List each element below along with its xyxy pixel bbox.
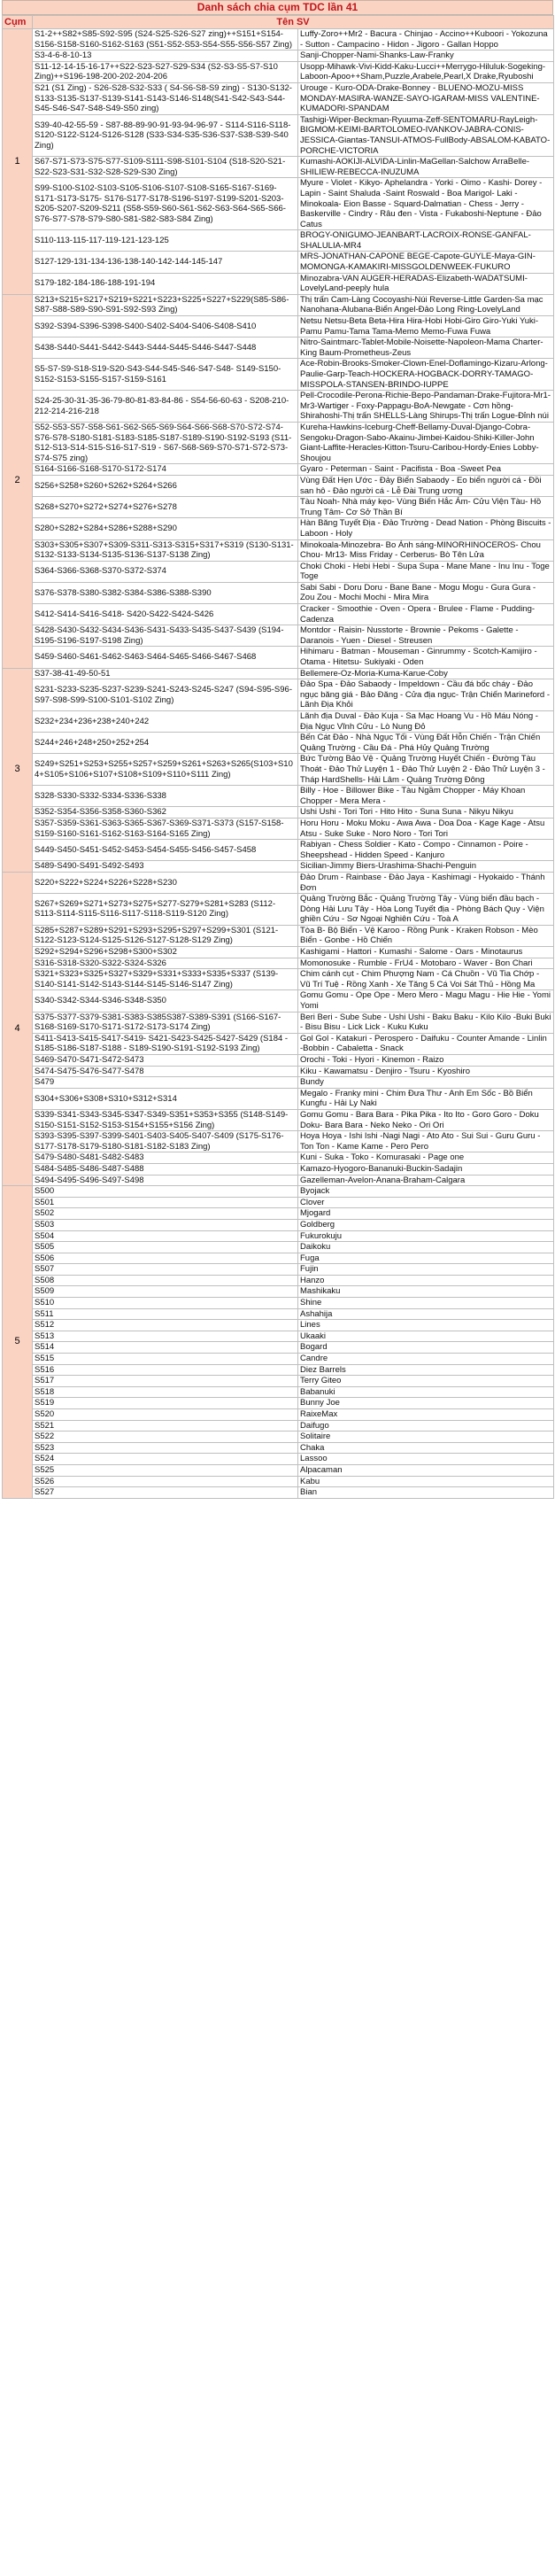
cluster-number-cell: 2 [3, 294, 33, 668]
member-codes-cell: S514 [33, 1342, 298, 1354]
member-names-cell: Alpacaman [298, 1464, 554, 1476]
member-codes-cell: S37-38-41-49-50-51 [33, 668, 298, 679]
table-row [3, 29, 554, 50]
member-codes-cell: S520 [33, 1409, 298, 1421]
table-row [3, 1442, 554, 1454]
cluster-number-cell: 1 [3, 29, 33, 295]
member-names-cell: Mashikaku [298, 1286, 554, 1298]
member-codes-cell: S526 [33, 1476, 298, 1487]
table-row [3, 647, 554, 668]
table-row [3, 754, 554, 786]
member-codes-cell: S484-S485-S486-S487-S488 [33, 1163, 298, 1175]
member-codes-cell: S503 [33, 1219, 298, 1230]
member-names-cell: Kumashi-AOKIJI-ALVIDA-Linlin-MaGellan-Salchow ArraBelle-SHILIEW-REBECCA-INUZUMA [298, 157, 554, 178]
member-names-cell: Usopp-Mihawk-Vivi-Kidd-Kaku-Lucci++Merrygo-Hiluluk-Sogeking-Laboon-Apoo++Sham,Puzzle,Arabele,Pearl,X Drake,Ryuboshi [298, 61, 554, 82]
table-row [3, 861, 554, 873]
table-row [3, 475, 554, 496]
member-names-cell: Lassoo [298, 1454, 554, 1465]
table-row [3, 1131, 554, 1152]
member-names-cell: Kuni - Suka - Toko - Komurasaki - Page one [298, 1152, 554, 1164]
member-names-cell: Fujin [298, 1264, 554, 1276]
table-row [3, 61, 554, 82]
member-codes-cell: S502 [33, 1208, 298, 1220]
table-row [3, 1354, 554, 1365]
member-names-cell: Bunny Joe [298, 1398, 554, 1409]
table-row [3, 786, 554, 807]
table-row [3, 1109, 554, 1130]
table-row [3, 625, 554, 647]
cluster-number-cell: 3 [3, 668, 33, 872]
member-codes-cell: S517 [33, 1376, 298, 1387]
member-names-cell: Kureha-Hawkins-Iceburg-Cheff-Bellamy-Duval-Django-Cobra-Sengoku-Dragon-Sabo-Akainu-Jimbei-Kaidou-Shiki-Killer-John Giant-Laffite-Heracles-Kitton-Tsuru-Caribou-Hordy-Enies Lobby-Shoujou [298, 422, 554, 463]
member-names-cell: MRS-JONATHAN-CAPONE BEGE-Capote-GUYLE-Maya-GIN-MOMONGA-KAMAKIRI-MISSGOLDENWEEK-FUKURO [298, 252, 554, 273]
member-names-cell: Nitro-Saintmarc-Tablet-Mobile-Noisette-Napoleon-Mama Charter-King Baum-Prometheus-Zeus [298, 338, 554, 359]
table-row [3, 1454, 554, 1465]
table-row [3, 990, 554, 1012]
member-codes-cell: S412-S414-S416-S418- S420-S422-S424-S426 [33, 604, 298, 625]
member-codes-cell: S280+S282+S284+S286+S288+S290 [33, 518, 298, 539]
table-row [3, 422, 554, 463]
member-names-cell: Diez Barrels [298, 1364, 554, 1376]
spreadsheet [2, 0, 553, 1499]
table-row [3, 1077, 554, 1089]
member-names-cell: Pell-Crocodile-Perona-Richie-Bepo-Pandaman-Drake-Fujitora-Mr1-Mr3-Wartiger - Foxy-Pappagu-BoA-Newgate - Cơn hồng-Shirahoshi-Thị trấn SHELLS-Làng Shirups-Thị trấn Logue-Đỉnh núi [298, 391, 554, 423]
table-row [3, 230, 554, 252]
member-names-cell: Tòa B- Bộ Biển - Vệ Karoo - Rồng Punk - Kraken Robson - Mèo Biển - Gonbe - Hồ Chiến [298, 925, 554, 946]
table-row [3, 1242, 554, 1253]
member-codes-cell: S512 [33, 1320, 298, 1331]
table-row [3, 1219, 554, 1230]
table-row [3, 969, 554, 990]
member-codes-cell: S213+S215+S217+S219+S221+S223+S225+S227+S229(S85-S86-S87-S88-S89-S90-S91-S92-S93 Zing) [33, 294, 298, 315]
table-row [3, 316, 554, 338]
member-codes-cell: S52-S53-S57-S58-S61-S62-S65-S69-S64-S66-S68-S70-S72-S74-S76-S78-S180-S181-S183-S185-S187-S189-S190-S192-S193 (S11-S12-S13-S14-S15-S16-S17-S19 - S67-S68-S69-S70-S71-S72-S73-S74-S75 zing) [33, 422, 298, 463]
table-row [3, 338, 554, 359]
member-codes-cell: S506 [33, 1253, 298, 1264]
member-codes-cell: S489-S490-S491-S492-S493 [33, 861, 298, 873]
member-codes-cell: S474-S475-S476-S477-S478 [33, 1066, 298, 1077]
member-codes-cell: S509 [33, 1286, 298, 1298]
table-row [3, 1253, 554, 1264]
member-codes-cell: S285+S287+S289+S291+S293+S295+S297+S299+S301 (S121-S122-S123-S124-S125-S126-S127-S128-S129 Zing) [33, 925, 298, 946]
table-row [3, 273, 554, 294]
member-names-cell: BROGY-ONIGUMO-JEANBART-LACROIX-RONSE-GANFAL-SHALULIA-MR4 [298, 230, 554, 252]
member-names-cell: Sanji-Chopper-Nami-Shanks-Law-Franky [298, 50, 554, 62]
table-row [3, 872, 554, 893]
member-codes-cell: S521 [33, 1420, 298, 1432]
table-row [3, 294, 554, 315]
table-row [3, 464, 554, 476]
member-codes-cell: S249+S251+S253+S255+S257+S259+S261+S263+S265(S103+S104+S105+S106+S107+S108+S109+S110+S111 Zing) [33, 754, 298, 786]
column-header-ten-sv: Tên SV [33, 16, 554, 29]
member-names-cell: Kamazo-Hyogoro-Bananuki-Buckin-Sadajin [298, 1163, 554, 1175]
member-names-cell: Montdor - Raisin- Nusstorte - Brownie - Pekoms - Galette - Daranois - Yuen - Diesel - Streusen [298, 625, 554, 647]
table-row [3, 582, 554, 603]
member-codes-cell: S110-113-115-117-119-121-123-125 [33, 230, 298, 252]
member-codes-cell: S519 [33, 1398, 298, 1409]
member-names-cell: Gol Gol - Katakuri - Perospero - Daifuku - Counter Amande - Linlin -Bobbin - Cabaletta - Snack [298, 1033, 554, 1054]
member-names-cell: Đảo Drum - Rainbase - Đảo Jaya - Kashimagi - Hyokaido - Thánh Đơn [298, 872, 554, 893]
member-codes-cell: S67-S71-S73-S75-S77-S109-S111-S98-S101-S104 (S18-S20-S21-S22-S23-S31-S32-S28-S29-S30 Zing) [33, 157, 298, 178]
member-names-cell: Ace-Robin-Brooks-Smoker-Clown-Enel-Doflamingo-Kizaru-Arlong-Paulie-Garp-Teach-HOCKERA-HOGBACK-DORRY-TAMAGO-MISSPOLA-STANSEN-BRINDO-IUPPE [298, 359, 554, 391]
table-row [3, 157, 554, 178]
member-codes-cell: S231-S233-S235-S237-S239-S241-S243-S245-S247 (S94-S95-S96-S97-S98-S99-S100-S101-S102 Zing) [33, 679, 298, 711]
table-row [3, 1012, 554, 1033]
member-codes-cell: S449-S450-S451-S452-S453-S454-S455-S456-S457-S458 [33, 840, 298, 861]
table-row [3, 1398, 554, 1409]
member-codes-cell: S494-S495-S496-S497-S498 [33, 1175, 298, 1186]
table-row [3, 807, 554, 819]
sheet-title: Danh sách chia cụm TDC lần 41 [2, 0, 553, 15]
member-names-cell: Gomu Gomu - Ope Ope - Mero Mero - Magu Magu - Hie Hie - Yomi Yomi [298, 990, 554, 1012]
table-row [3, 1275, 554, 1286]
member-names-cell: Daikoku [298, 1242, 554, 1253]
table-body [3, 29, 554, 1499]
member-names-cell: Hoya Hoya - Ishi Ishi -Nagi Nagi - Ato Ato - Sui Sui - Guru Guru -Ton Ton - Kame Kame - Pero Pero [298, 1131, 554, 1152]
table-row [3, 1208, 554, 1220]
member-codes-cell: S508 [33, 1275, 298, 1286]
member-names-cell: Minokoala-Minozebra- Bo Ánh sáng-MINORHINOCEROS- Chou Chou- Mr13- Miss Friday - Cerberus- Bò Tên Lửa [298, 539, 554, 561]
member-names-cell: Lãnh địa Duval - Đảo Kuja - Sa Mạc Hoang Vu - Hồ Máu Nóng - Địa Ngục Vĩnh Cửu - Lò Nung Đỏ [298, 711, 554, 733]
member-codes-cell: S268+S270+S272+S274+S276+S278 [33, 497, 298, 518]
member-codes-cell: S411-S413-S415-S417-S419- S421-S423-S425-S427-S429 (S184 -S185-S186-S187-S188 - S189-S190-S191-S192-S193 Zing) [33, 1033, 298, 1054]
table-row [3, 1088, 554, 1109]
table-row [3, 114, 554, 156]
member-names-cell: Tashigi-Wiper-Beckman-Ryuuma-Zeff-SENTOMARU-RayLeigh-BIGMOM-KEIMI-BARTOLOMEO-IVANKOV-JABRA-CONIS-JESSICA-Giantas-TANSUI-ATMOS-FullBody-ABSALOM-KABATO-PORCHE-VICTORIA [298, 114, 554, 156]
table-row [3, 1066, 554, 1077]
member-names-cell: Clover [298, 1197, 554, 1208]
member-names-cell: Candre [298, 1354, 554, 1365]
table-row [3, 947, 554, 958]
member-names-cell: Urouge - Kuro-ODA-Drake-Bonney - BLUENO-MOZU-MISS MONDAY-MASIRA-WANZE-SAYO-IGARAM-MISS VALENTINE-KUMADORI-SPANDAM [298, 82, 554, 114]
member-names-cell: Horu Horu - Moku Moku - Awa Awa - Doa Doa - Kage Kage - Atsu Atsu - Suke Suke - Noro Noro - Tori Tori [298, 818, 554, 839]
member-names-cell: Ukaaki [298, 1331, 554, 1342]
member-names-cell: Hihimaru - Batman - Mouseman - Ginrummy - Scotch-Kamijiro - Otama - Hitetsu- Sukiyaki - Oden [298, 647, 554, 668]
table-row [3, 1286, 554, 1298]
table-row [3, 679, 554, 711]
member-codes-cell: S352-S354-S356-S358-S360-S362 [33, 807, 298, 819]
cluster-number-cell: 5 [3, 1186, 33, 1499]
member-codes-cell: S256+S258+S260+S262+S264+S266 [33, 475, 298, 496]
table-row [3, 1320, 554, 1331]
member-names-cell: Fukurokuju [298, 1230, 554, 1242]
member-names-cell: Ushi Ushi - Tori Tori - Hito Hito - Suna Suna - Nikyu Nikyu [298, 807, 554, 819]
member-codes-cell: S376-S378-S380-S382-S384-S386-S388-S390 [33, 582, 298, 603]
member-names-cell: Rabiyan - Chess Soldier - Kato - Compo - Cinnamon - Poire - Sheepshead - Hidden Speed - Kanjuro [298, 840, 554, 861]
member-codes-cell: S524 [33, 1454, 298, 1465]
table-row [3, 1364, 554, 1376]
table-row [3, 1376, 554, 1387]
member-codes-cell: S392-S394-S396-S398-S400-S402-S404-S406-S408-S410 [33, 316, 298, 338]
table-row [3, 1163, 554, 1175]
member-names-cell: Fuga [298, 1253, 554, 1264]
member-codes-cell: S504 [33, 1230, 298, 1242]
member-names-cell: Billy - Hoe - Billower Bike - Tàu Ngầm Chopper - Máy Khoan Chopper - Mera Mera - [298, 786, 554, 807]
member-codes-cell: S479 [33, 1077, 298, 1089]
member-names-cell: Gazelleman-Avelon-Anana-Braham-Calgara [298, 1175, 554, 1186]
member-codes-cell: S11-12-14-15-16-17++S22-S23-S27-S29-S34 (S2-S3-S5-S7-S10 Zing)++S196-198-200-202-204-206 [33, 61, 298, 82]
table-row [3, 1432, 554, 1443]
member-codes-cell: S127-129-131-134-136-138-140-142-144-145-147 [33, 252, 298, 273]
member-codes-cell: S303+S305+S307+S309-S311-S313-S315+S317+S319 (S130-S131-S132-S133-S134-S135-S136-S137-S138 Zing) [33, 539, 298, 561]
member-codes-cell: S99-S100-S102-S103-S105-S106-S107-S108-S165-S167-S169- S171-S173-S175- S176-S177-S178-S196-S197-S199-S201-S203-S205-S207-S209-S211 (S58-S59-S60-S61-S62-S63-S64-S65-S66-S76-S77-S78-S79-S80-S81-S82-S83-S84 Zing) [33, 178, 298, 230]
table-row [3, 733, 554, 754]
cluster-number-cell: 4 [3, 872, 33, 1185]
member-codes-cell: S428-S430-S432-S434-S436-S431-S433-S435-S437-S439 (S194-S195-S196-S197-S198 Zing) [33, 625, 298, 647]
member-names-cell: Gyaro - Peterman - Saint - Pacifista - Boa -Sweet Pea [298, 464, 554, 476]
member-codes-cell: S328-S330-S332-S334-S336-S338 [33, 786, 298, 807]
member-names-cell: Momonosuke - Rumble - FrU4 - Motobaro - Waver - Bon Chari [298, 958, 554, 969]
member-names-cell: Terry Giteo [298, 1376, 554, 1387]
member-names-cell: Hanzo [298, 1275, 554, 1286]
table-row [3, 1186, 554, 1198]
member-codes-cell: S316-S318-S320-S322-S324-S326 [33, 958, 298, 969]
member-names-cell: Vùng Đất Hẹn Ước - Đảy Biển Sabaody - Eo biển người cá - Đồi san hô - Đảo người cá - Lễ Đài Trung ương [298, 475, 554, 496]
member-names-cell: Đảo Spa - Đảo Sabaody - Impeldown - Cầu đá bốc cháy - Đảo ngục băng giá - Bảo Đăng - Cửa địa ngục- Trận Chiến Marineford - Lãnh Địa Khỏi [298, 679, 554, 711]
table-row [3, 840, 554, 861]
member-codes-cell: S438-S440-S441-S442-S443-S444-S445-S446-S447-S448 [33, 338, 298, 359]
member-names-cell: Bian [298, 1487, 554, 1499]
member-codes-cell: S3-4-6-8-10-13 [33, 50, 298, 62]
table-row [3, 818, 554, 839]
table-row [3, 1476, 554, 1487]
table-row [3, 1386, 554, 1398]
member-codes-cell: S507 [33, 1264, 298, 1276]
member-names-cell: Kiku - Kawamatsu - Denjiro - Tsuru - Kyoshiro [298, 1066, 554, 1077]
table-row [3, 518, 554, 539]
member-names-cell: Goldberg [298, 1219, 554, 1230]
member-codes-cell: S357-S359-S361-S363-S365-S367-S369-S371-S373 (S157-S158-S159-S160-S161-S162-S163-S164-S165 Zing) [33, 818, 298, 839]
member-codes-cell: S469-S470-S471-S472-S473 [33, 1055, 298, 1067]
member-codes-cell: S164-S166-S168-S170-S172-S174 [33, 464, 298, 476]
member-names-cell: Quảng Trường Bắc - Quảng Trường Tây - Vùng biển đầu bạch - Dòng Hải Lưu Tây - Hòa Long Tuyết địa - Phòng Bách Quy - Viện ghiền Cứu - Sơ Ngoại Nghiên Cứu - Toà A [298, 894, 554, 926]
member-codes-cell: S24-25-30-31-35-36-79-80-81-83-84-86 - S54-56-60-63 - S208-210-212-214-216-218 [33, 391, 298, 423]
member-names-cell: Netsu Netsu-Beta Beta-Hira Hira-Hobi Hobi-Giro Giro-Yuki Yuki-Pamu Pamu-Tama Tama-Memo Memo-Fuwa Fuwa [298, 316, 554, 338]
member-names-cell: Myure - Violet - Kikyo- Aphelandra - Yorki - Oimo - Kashi- Dorey -Lapin - Saint Shaluda -Saint Roswald - Boa Marigol- Laki - Minokoala- Eion Basse - Squard-Dalmatian - Chess - Jerry - Baskerville - Cindry - Râu đen - Vista - Fukaboshi-Neptune - Đảo Catus [298, 178, 554, 230]
member-names-cell: Bundy [298, 1077, 554, 1089]
table-row [3, 561, 554, 582]
table-row [3, 539, 554, 561]
table-row [3, 604, 554, 625]
table-row [3, 1298, 554, 1309]
table-row [3, 958, 554, 969]
member-codes-cell: S292+S294+S296+S298+S300+S302 [33, 947, 298, 958]
member-names-cell: Babanuki [298, 1386, 554, 1398]
member-codes-cell: S1-2++S82+S85-S92-S95 (S24-S25-S26-S27 zing)++S151+S154-S156-S158-S160-S162-S163 (S51-S52-S53-S54-S55-S56-S57 Zing) [33, 29, 298, 50]
table-row [3, 1264, 554, 1276]
table-row [3, 1175, 554, 1186]
member-codes-cell: S179-182-184-186-188-191-194 [33, 273, 298, 294]
member-codes-cell: S39-40-42-55-59 - S87-88-89-90-91-93-94-96-97 - S114-S116-S118-S120-S122-S124-S126-S128 (S33-S34-S35-S36-S37-S38-S39-S40 Zing) [33, 114, 298, 156]
table-row [3, 668, 554, 679]
member-names-cell: Chaka [298, 1442, 554, 1454]
table-row [3, 1409, 554, 1421]
table-row [3, 252, 554, 273]
member-names-cell: Megalo - Franky mini - Chim Đưa Thư - Anh Em Sốc - Bồ Biển Kungfu - Hải Ly Naki [298, 1088, 554, 1109]
member-codes-cell: S393-S395-S397-S399-S401-S403-S405-S407-S409 (S175-S176-S177-S178-S179-S180-S181-S182-S183 Zing) [33, 1131, 298, 1152]
header-row [3, 16, 554, 29]
member-codes-cell: S518 [33, 1386, 298, 1398]
column-header-cum: Cụm [3, 16, 33, 29]
table-row [3, 894, 554, 926]
member-names-cell: Kabu [298, 1476, 554, 1487]
table-row [3, 359, 554, 391]
table-row [3, 1487, 554, 1499]
table-row [3, 1464, 554, 1476]
member-names-cell: Choki Choki - Hebi Hebi - Supa Supa - Mane Mane - Inu Inu - Toge Toge [298, 561, 554, 582]
member-names-cell: Bogard [298, 1342, 554, 1354]
table-row [3, 1055, 554, 1067]
member-names-cell: Orochi - Toki - Hyori - Kinemon - Raizo [298, 1055, 554, 1067]
member-codes-cell: S515 [33, 1354, 298, 1365]
member-names-cell: Beri Beri - Sube Sube - Ushi Ushi - Baku Baku - Kilo Kilo -Buki Buki - Bisu Bisu - Lick Lick - Kuku Kuku [298, 1012, 554, 1033]
member-names-cell: Daifugo [298, 1420, 554, 1432]
member-codes-cell: S523 [33, 1442, 298, 1454]
table-row [3, 1331, 554, 1342]
member-codes-cell: S375-S377-S379-S381-S383-S385S387-S389-S391 (S166-S167-S168-S169-S170-S171-S172-S173-S174 Zing) [33, 1012, 298, 1033]
member-codes-cell: S339-S341-S343-S345-S347-S349-S351+S353+S355 (S148-S149-S150-S151-S152-S153-S154+S155+S156 Zing) [33, 1109, 298, 1130]
member-codes-cell: S364-S366-S368-S370-S372-S374 [33, 561, 298, 582]
table-row [3, 1420, 554, 1432]
member-codes-cell: S513 [33, 1331, 298, 1342]
member-codes-cell: S267+S269+S271+S273+S275+S277-S279+S281+S283 (S112-S113-S114-S115-S116-S117-S118-S119-S120 Zing) [33, 894, 298, 926]
table-row [3, 1033, 554, 1054]
table-row [3, 1342, 554, 1354]
member-names-cell: Luffy-Zoro++Mr2 - Bacura - Chinjao - Accino++Kuboori - Yokozuna - Sutton - Campacino - Hidon - Jigoro - Gallan Hoppo [298, 29, 554, 50]
table-row [3, 1308, 554, 1320]
member-names-cell: Lines [298, 1320, 554, 1331]
member-codes-cell: S244+246+248+250+252+254 [33, 733, 298, 754]
table-row [3, 497, 554, 518]
member-names-cell: Shine [298, 1298, 554, 1309]
member-codes-cell: S501 [33, 1197, 298, 1208]
member-codes-cell: S479-S480-S481-S482-S483 [33, 1152, 298, 1164]
member-names-cell: Thị trấn Cam-Làng Cocoyashi-Núi Reverse-Little Garden-Sa mạc Nanohana-Alubana-Biển Angel-Đảo Long Ring-LovelyLand [298, 294, 554, 315]
member-codes-cell: S304+S306+S308+S310+S312+S314 [33, 1088, 298, 1109]
member-names-cell: Tàu Noah- Nhà máy kẹo- Vùng Biển Hắc Ám- Cửu Viện Tàu- Hồ Trung Tâm- Cơ Sở Thần Bí [298, 497, 554, 518]
table-row [3, 391, 554, 423]
member-names-cell: Bức Tường Bảo Vệ - Quảng Trường Huyết Chiến - Đường Tàu Thoát - Đảo Thử Luyện 1 - Đảo Thử Luyện 2 - Đảo Thử Luyện 3 - Tháp HardShells- Hải Lâm - Quảng Trường Đông [298, 754, 554, 786]
member-names-cell: Chim cánh cụt - Chim Phượng Nam - Cá Chuồn - Vũ Tia Chớp - Vũ Trí Tuệ - Rồng Xanh - Xe Tăng 5 Cá Voi Sát Thủ - Hồng Ma [298, 969, 554, 990]
member-names-cell: RaixeMax [298, 1409, 554, 1421]
table-row [3, 1230, 554, 1242]
table-row [3, 711, 554, 733]
member-codes-cell: S510 [33, 1298, 298, 1309]
member-names-cell: Minozabra-VAN AUGER-HERADAS-Elizabeth-WADATSUMI-LovelyLand-peeply hula [298, 273, 554, 294]
member-names-cell: Cracker - Smoothie - Oven - Opera - Brulee - Flame - Pudding- Cadenza [298, 604, 554, 625]
member-codes-cell: S527 [33, 1487, 298, 1499]
member-names-cell: Byojack [298, 1186, 554, 1198]
member-names-cell: Bellemere-Oz-Moria-Kuma-Karue-Coby [298, 668, 554, 679]
table-row [3, 50, 554, 62]
member-names-cell: Hàn Băng Tuyết Địa - Đảo Trường - Dead Nation - Phòng Biscuits - Laboon - Holy [298, 518, 554, 539]
table-row [3, 925, 554, 946]
member-codes-cell: S5-S7-S9-S18-S19-S20-S43-S44-S45-S46-S47-S48- S149-S150-S152-S153-S155-S157-S159-S161 [33, 359, 298, 391]
table-row [3, 1197, 554, 1208]
member-names-cell: Kashigami - Hattori - Kumashi - Salome - Oars - Minotaurus [298, 947, 554, 958]
member-names-cell: Gomu Gomu - Bara Bara - Pika Pika - Ito Ito - Goro Goro - Doku Doku- Bara Bara - Neko Neko - Ori Ori [298, 1109, 554, 1130]
member-codes-cell: S522 [33, 1432, 298, 1443]
member-names-cell: Ashahija [298, 1308, 554, 1320]
table-row [3, 82, 554, 114]
member-codes-cell: S500 [33, 1186, 298, 1198]
member-codes-cell: S505 [33, 1242, 298, 1253]
member-names-cell: Bến Cát Đảo - Nhà Ngục Tối - Vùng Đất Hỗn Chiến - Trận Chiến Quảng Trường - Cầu Đá - Phá Hủy Quảng Trường [298, 733, 554, 754]
member-codes-cell: S321+S323+S325+S327+S329+S331+S333+S335+S337 (S139-S140-S141-S142-S143-S144-S145-S146-S147 Zing) [33, 969, 298, 990]
member-codes-cell: S511 [33, 1308, 298, 1320]
member-codes-cell: S340-S342-S344-S346-S348-S350 [33, 990, 298, 1012]
member-codes-cell: S525 [33, 1464, 298, 1476]
member-names-cell: Sabi Sabi - Doru Doru - Bane Bane - Mogu Mogu - Gura Gura - Zou Zou - Mochi Mochi - Mira Mira [298, 582, 554, 603]
table-row [3, 1152, 554, 1164]
member-names-cell: Solitaire [298, 1432, 554, 1443]
table-row [3, 178, 554, 230]
member-codes-cell: S220+S222+S224+S226+S228+S230 [33, 872, 298, 893]
cluster-table [2, 15, 554, 1499]
member-codes-cell: S459-S460-S461-S462-S463-S464-S465-S466-S467-S468 [33, 647, 298, 668]
member-codes-cell: S516 [33, 1364, 298, 1376]
member-names-cell: Mjogard [298, 1208, 554, 1220]
member-names-cell: Sicilian-Jimmy Biers-Urashima-Shachi-Penguin [298, 861, 554, 873]
member-codes-cell: S232+234+236+238+240+242 [33, 711, 298, 733]
member-codes-cell: S21 (S1 Zing) - S26-S28-S32-S33 ( S4-S6-S8-S9 zing) - S130-S132-S133-S135-S137-S139-S141-S143-S146-S148(S41-S42-S43-S44-S45-S46-S47-S48-S49-S50 zing) [33, 82, 298, 114]
